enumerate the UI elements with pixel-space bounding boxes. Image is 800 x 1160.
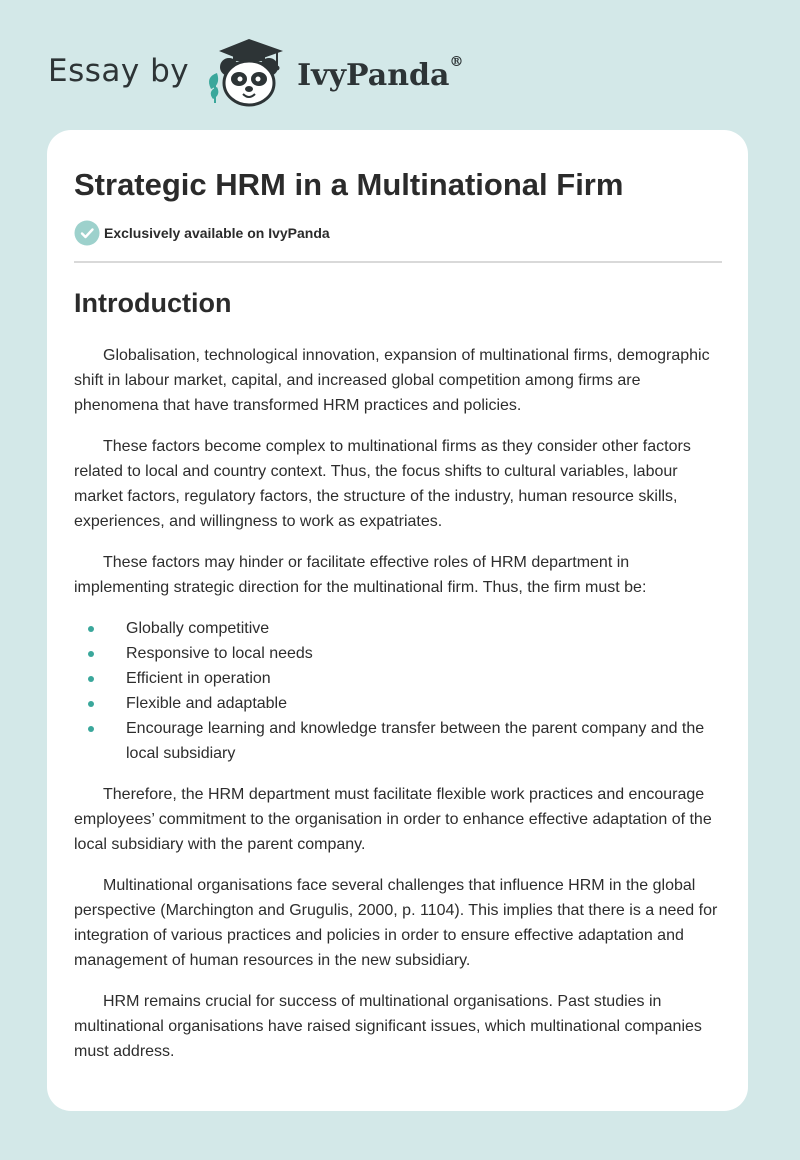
list-item-text: Responsive to local needs [126, 645, 313, 662]
paragraph: These factors become complex to multinational firms as they consider other factors related to local and country context. Thus, the focus shifts to cultural variables, labour market factors, regulatory factors, the structure of the industry, human resource skills, experiences, and willingness to work as expatriates. [74, 438, 691, 530]
page-title: Strategic HRM in a Multinational Firm [74, 167, 624, 202]
requirements-list [74, 616, 722, 766]
bullet-icon [88, 676, 94, 682]
list-item [74, 641, 722, 666]
panda-graduate-icon[interactable] [203, 37, 295, 109]
paragraph: Multinational organisations face several challenges that influence HRM in the global perspective (Marchington and Grugulis, 2000, p. 1104). This implies that there is a need for integration of various practices and policies in order to ensure effective adaptation and management of human resources in the new subsidiary. [74, 877, 718, 969]
list-item [74, 616, 722, 641]
registered-mark: ® [449, 53, 464, 70]
essay-card [47, 130, 748, 1111]
paragraph: Therefore, the HRM department must facilitate flexible work practices and encourage employees’ commitment to the organisation in order to enhance effective adaptation of the local subsidiary with the parent company. [74, 786, 712, 853]
bullet-icon [88, 701, 94, 707]
list-item [74, 716, 722, 766]
exclusive-badge [74, 219, 722, 247]
site-header [48, 38, 463, 108]
brand-name[interactable] [297, 53, 464, 93]
list-item-text: Efficient in operation [126, 670, 271, 687]
list-item-text: Encourage learning and knowledge transfer between the parent company and the local subsidiary [126, 720, 705, 762]
paragraph: Globalisation, technological innovation, expansion of multinational firms, demographic shift in labour market, capital, and increased global competition among firms are phenomena that have transformed HRM practices and policies. [74, 347, 710, 414]
title-divider [74, 261, 722, 263]
list-item-text: Globally competitive [126, 620, 270, 637]
bullet-icon [88, 651, 94, 657]
check-circle-icon [74, 220, 100, 246]
section-heading: Introduction [74, 288, 232, 318]
bullet-icon [88, 726, 94, 732]
essay-by-label: Essay by [48, 53, 190, 89]
list-item [74, 691, 722, 716]
paragraph: HRM remains crucial for success of multinational organisations. Past studies in multinational organisations have raised significant issues, which multinational companies must address. [74, 993, 702, 1060]
paragraph: These factors may hinder or facilitate effective roles of HRM department in implementing strategic direction for the multinational firm. Thus, the firm must be: [74, 554, 647, 596]
list-item [74, 666, 722, 691]
brand-name-text: IvyPanda [297, 57, 450, 93]
bullet-icon [88, 626, 94, 632]
list-item-text: Flexible and adaptable [126, 695, 288, 712]
exclusive-badge-label: Exclusively available on IvyPanda [104, 225, 330, 241]
